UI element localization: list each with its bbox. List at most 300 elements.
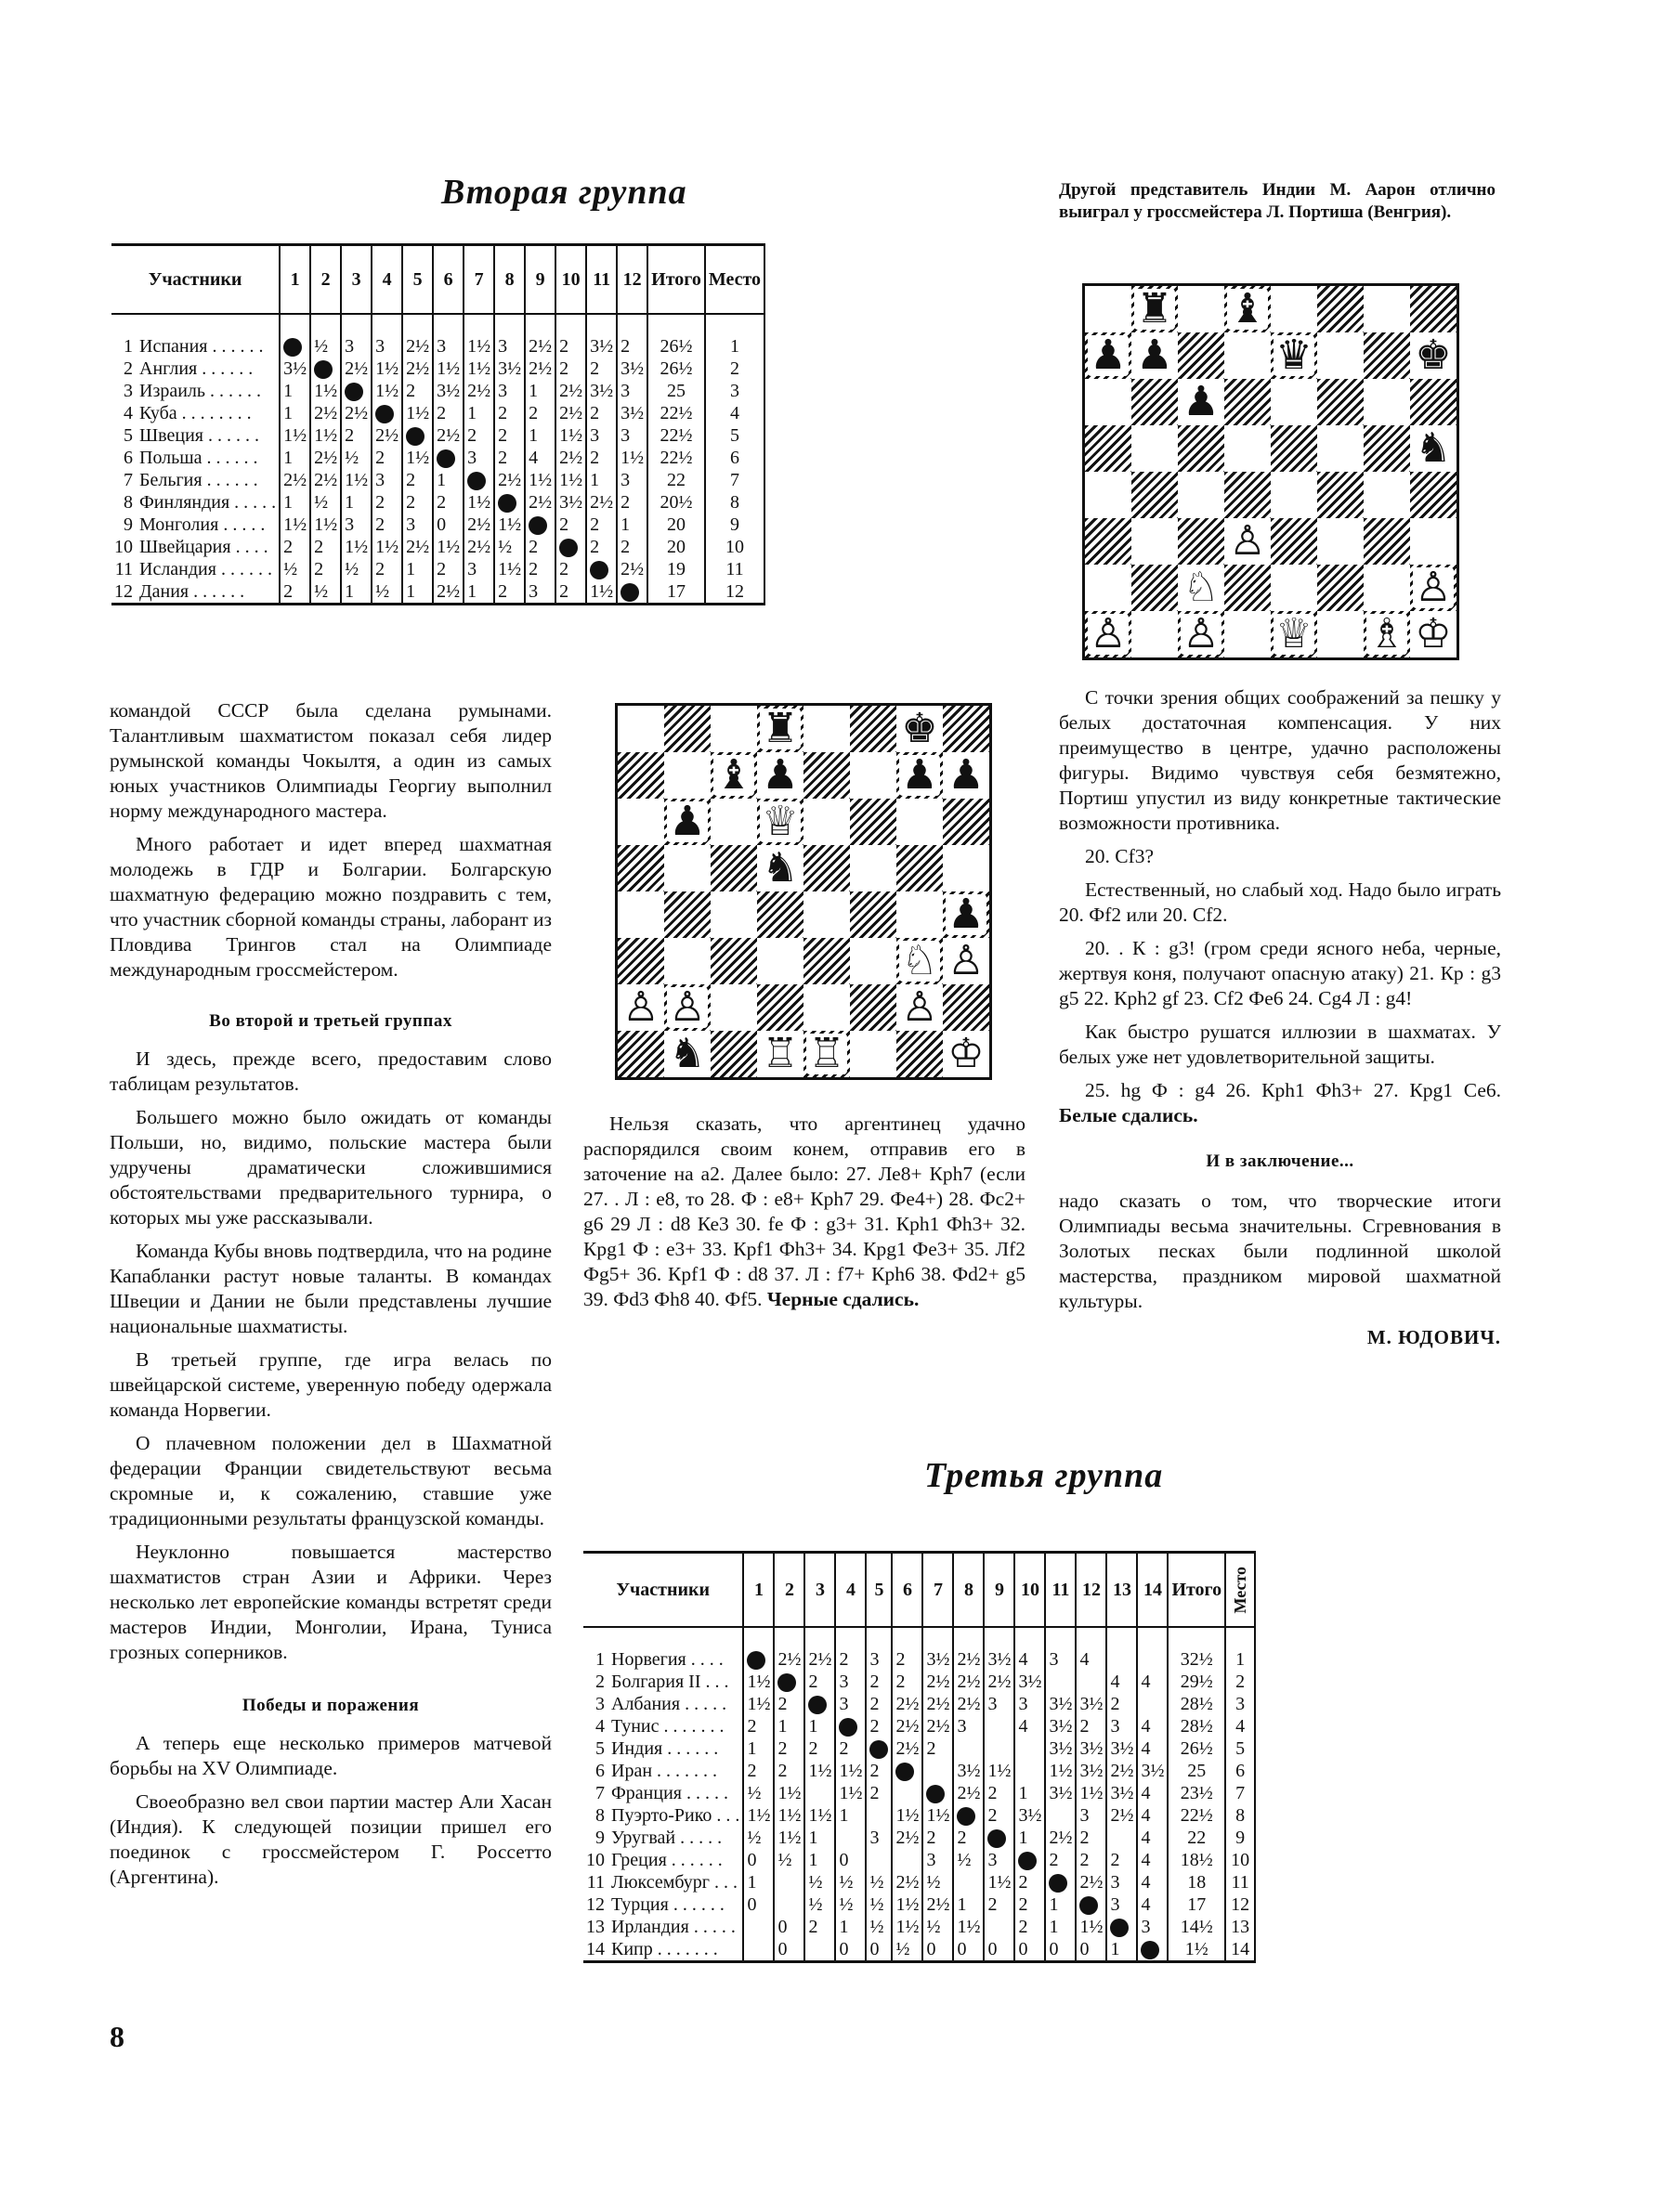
- total-score: 1½: [1168, 1938, 1225, 1962]
- board-square: [1085, 425, 1131, 472]
- score-cell: 3½: [953, 1760, 984, 1782]
- score-cell: ½: [804, 1893, 835, 1916]
- score-cell: 1: [1014, 1782, 1045, 1804]
- score-cell: [1106, 1827, 1137, 1849]
- score-cell: 1: [804, 1715, 835, 1737]
- board-square: [1085, 332, 1131, 379]
- score-cell: 2: [555, 580, 586, 605]
- score-cell: 2½: [310, 447, 341, 469]
- board-square: [1271, 379, 1317, 425]
- team-name: Уругвай . . . . .: [611, 1828, 723, 1848]
- board-square: [943, 706, 989, 752]
- column-header: 11: [586, 245, 617, 315]
- score-cell: 3: [1106, 1893, 1137, 1916]
- row-number: 3: [124, 381, 133, 401]
- score-cell: 1½: [310, 380, 341, 402]
- score-cell: ½: [743, 1827, 774, 1849]
- score-cell: 1: [280, 380, 310, 402]
- group2-title: Вторая группа: [441, 173, 687, 212]
- score-cell: 1½: [892, 1893, 922, 1916]
- score-cell: 2: [1045, 1849, 1076, 1871]
- score-cell: 1: [743, 1737, 774, 1760]
- column-header: 2: [310, 245, 341, 315]
- score-cell: 3: [464, 558, 494, 580]
- score-cell: 1½: [280, 424, 310, 447]
- score-cell: ½: [866, 1893, 892, 1916]
- dot-marker: [559, 539, 578, 557]
- page-number: 8: [110, 2020, 124, 2053]
- score-cell: [804, 1938, 835, 1962]
- chess-piece-icon: ♔: [1415, 611, 1452, 657]
- score-cell: 2: [1014, 1871, 1045, 1893]
- team-name: Куба . . . . . . . .: [139, 403, 252, 423]
- score-cell: 3: [922, 1849, 953, 1871]
- score-cell: 3½: [494, 358, 525, 380]
- score-cell: ½: [892, 1938, 922, 1962]
- place: 3: [705, 380, 764, 402]
- score-cell: 3½: [555, 491, 586, 514]
- score-cell: 1: [617, 514, 647, 536]
- board-square: [1085, 565, 1131, 611]
- score-cell: 2: [494, 424, 525, 447]
- board-square: [711, 752, 757, 799]
- board-square: [711, 1031, 757, 1077]
- chess-piece-icon: ♛: [1275, 332, 1313, 378]
- board-square: [896, 891, 943, 938]
- board-square: [896, 1031, 943, 1077]
- chess-piece-icon: ♙: [947, 938, 985, 983]
- score-cell: 1½: [617, 447, 647, 469]
- board-square: [1131, 472, 1178, 518]
- score-cell: 2½: [953, 1671, 984, 1693]
- chess-piece-icon: ♖: [762, 1031, 799, 1076]
- score-cell: 2½: [402, 358, 433, 380]
- score-cell: 2: [617, 335, 647, 358]
- column-header: 4: [372, 245, 402, 315]
- board-square: [803, 799, 850, 845]
- score-cell: [1014, 1737, 1045, 1760]
- dot-marker: [1141, 1941, 1159, 1959]
- chess-piece-icon: ♙: [1090, 611, 1127, 657]
- group3-results-table: [583, 1551, 1256, 1963]
- diagonal-dot: [280, 335, 310, 358]
- score-cell: 2: [433, 491, 464, 514]
- board-square: [1410, 286, 1457, 332]
- score-cell: 1½: [464, 335, 494, 358]
- board-square: [1317, 425, 1364, 472]
- score-cell: 2: [1106, 1693, 1137, 1715]
- score-cell: ½: [866, 1871, 892, 1893]
- chess-piece-icon: ♖: [808, 1031, 845, 1076]
- board-square: [711, 706, 757, 752]
- score-cell: 0: [922, 1938, 953, 1962]
- score-cell: 1½: [804, 1804, 835, 1827]
- score-cell: 2: [866, 1671, 892, 1693]
- place: 11: [1225, 1871, 1255, 1893]
- score-cell: 4: [1137, 1782, 1168, 1804]
- column-header: 1: [743, 1553, 774, 1628]
- place: 8: [1225, 1804, 1255, 1827]
- board-square: [1178, 472, 1224, 518]
- board-square: [618, 891, 664, 938]
- score-cell: ½: [341, 558, 372, 580]
- board-square: [896, 799, 943, 845]
- board-square: [850, 752, 896, 799]
- score-cell: 1: [280, 491, 310, 514]
- board-square: [1271, 286, 1317, 332]
- score-cell: 2½: [402, 335, 433, 358]
- place: 9: [1225, 1827, 1255, 1849]
- game-result: Черные сдались.: [766, 1288, 920, 1310]
- score-cell: 4: [1076, 1648, 1106, 1671]
- score-cell: 0: [984, 1938, 1014, 1962]
- score-cell: 1½: [1076, 1782, 1106, 1804]
- board-square: [803, 845, 850, 891]
- score-cell: 2: [280, 580, 310, 605]
- place: 6: [1225, 1760, 1255, 1782]
- score-cell: 2½: [555, 380, 586, 402]
- score-cell: 1½: [372, 380, 402, 402]
- score-cell: 2: [835, 1648, 866, 1671]
- row-number: 2: [595, 1672, 605, 1692]
- total-score: 17: [1168, 1893, 1225, 1916]
- score-cell: 0: [835, 1849, 866, 1871]
- table-row: [583, 1871, 1255, 1893]
- score-cell: 1½: [464, 491, 494, 514]
- board-square: [850, 1031, 896, 1077]
- board-square: [1410, 611, 1457, 657]
- board-square: [850, 845, 896, 891]
- dot-marker: [926, 1785, 945, 1803]
- chess-piece-icon: ♙: [622, 984, 660, 1030]
- score-cell: 4: [1137, 1804, 1168, 1827]
- score-cell: 3½: [1076, 1693, 1106, 1715]
- column-header: 3: [804, 1553, 835, 1628]
- board-square: [757, 752, 803, 799]
- score-cell: 3½: [1045, 1782, 1076, 1804]
- board-square: [757, 891, 803, 938]
- section-heading: Победы и поражения: [242, 1696, 420, 1715]
- score-cell: 3½: [586, 335, 617, 358]
- score-cell: 2½: [555, 402, 586, 424]
- score-cell: 2: [494, 402, 525, 424]
- score-cell: 3: [617, 469, 647, 491]
- dot-marker: [620, 583, 639, 602]
- total-score: 29½: [1168, 1671, 1225, 1693]
- board-square: [803, 706, 850, 752]
- board-square: [896, 706, 943, 752]
- diagonal-dot: [310, 358, 341, 380]
- row-number: 1: [124, 336, 133, 357]
- dot-marker: [314, 360, 333, 379]
- column-header: 9: [525, 245, 555, 315]
- board-square: [1317, 286, 1364, 332]
- paragraph: С точки зрения общих соображений за пешку у белых достаточная компенсация. У них преимущество в центре, удачно расположены фигуры. Видимо чувствуя себя безмятежно, Портиш упустил из виду конкретные тактические возможности противника.: [1059, 686, 1501, 834]
- score-cell: 2: [804, 1916, 835, 1938]
- score-cell: 1½: [1076, 1916, 1106, 1938]
- score-cell: [953, 1871, 984, 1893]
- score-cell: 3: [372, 469, 402, 491]
- chess-piece-icon: ♘: [1182, 565, 1220, 610]
- score-cell: 2: [402, 469, 433, 491]
- score-cell: 1: [1014, 1827, 1045, 1849]
- place: 9: [705, 514, 764, 536]
- score-cell: 3½: [617, 358, 647, 380]
- score-cell: [1106, 1648, 1137, 1671]
- score-cell: 2: [1076, 1715, 1106, 1737]
- score-cell: 2½: [433, 580, 464, 605]
- chess-piece-icon: ♚: [1415, 332, 1452, 378]
- score-cell: 2½: [617, 558, 647, 580]
- middle-column: [583, 1112, 1025, 1321]
- place: 2: [705, 358, 764, 380]
- board-square: [1224, 565, 1271, 611]
- score-cell: 2: [372, 514, 402, 536]
- place: 12: [705, 580, 764, 605]
- chess-piece-icon: ♙: [669, 984, 706, 1030]
- dot-marker: [747, 1651, 765, 1670]
- row-number: 3: [595, 1694, 605, 1714]
- score-cell: 3: [1137, 1916, 1168, 1938]
- score-cell: 2: [310, 558, 341, 580]
- total-score: 22½: [647, 402, 705, 424]
- board-square: [664, 799, 711, 845]
- score-cell: 2: [922, 1827, 953, 1849]
- score-cell: 2½: [922, 1693, 953, 1715]
- score-cell: 2: [774, 1737, 804, 1760]
- diagonal-dot: [372, 402, 402, 424]
- score-cell: 2: [804, 1671, 835, 1693]
- score-cell: ½: [953, 1849, 984, 1871]
- board-square: [711, 799, 757, 845]
- column-header: Итого: [647, 245, 705, 315]
- row-number: 10: [586, 1850, 605, 1870]
- score-cell: 1½: [494, 558, 525, 580]
- column-header: 14: [1137, 1553, 1168, 1628]
- board-square: [1178, 286, 1224, 332]
- board-square: [803, 984, 850, 1031]
- team-name: Финляндия . . . . .: [139, 492, 277, 513]
- total-score: 22½: [647, 447, 705, 469]
- place: 4: [1225, 1715, 1255, 1737]
- score-cell: 2½: [1076, 1871, 1106, 1893]
- score-cell: 1½: [372, 358, 402, 380]
- table-row: [111, 514, 764, 536]
- score-cell: 1: [433, 469, 464, 491]
- score-cell: 2½: [555, 447, 586, 469]
- score-cell: 0: [1045, 1938, 1076, 1962]
- score-cell: 2½: [525, 358, 555, 380]
- score-cell: 1: [804, 1849, 835, 1871]
- score-cell: 3½: [1014, 1804, 1045, 1827]
- score-cell: 1½: [835, 1782, 866, 1804]
- score-cell: 2½: [922, 1715, 953, 1737]
- score-cell: 4: [1106, 1671, 1137, 1693]
- team-name: Болгария II . . .: [611, 1672, 729, 1692]
- total-score: 22: [647, 469, 705, 491]
- score-cell: ½: [804, 1871, 835, 1893]
- diagonal-dot: [804, 1693, 835, 1715]
- score-cell: 2: [372, 558, 402, 580]
- team-name: Польша . . . . . .: [139, 448, 258, 468]
- column-header: Итого: [1168, 1553, 1225, 1628]
- paragraph: Много работает и идет вперед шахматная молодежь в ГДР и Болгарии. Болгарскую шахматную федерацию можно поздравить с тем, что участник сборной команды страны, лаборант из Пловдива Трингов стал на Олимпиаде международным гроссмейстером.: [110, 833, 552, 981]
- column-header: 9: [984, 1553, 1014, 1628]
- diagonal-dot: [555, 536, 586, 558]
- score-cell: [743, 1938, 774, 1962]
- table-row: [583, 1938, 1255, 1962]
- score-cell: 2: [525, 536, 555, 558]
- score-cell: 2½: [464, 514, 494, 536]
- score-cell: 3½: [280, 358, 310, 380]
- score-cell: 2½: [922, 1671, 953, 1693]
- board-square: [1364, 286, 1410, 332]
- score-cell: 1: [280, 447, 310, 469]
- total-score: 18: [1168, 1871, 1225, 1893]
- score-cell: 3: [372, 335, 402, 358]
- score-cell: [984, 1737, 1014, 1760]
- board-square: [757, 845, 803, 891]
- score-cell: 2½: [892, 1715, 922, 1737]
- board-square: [1317, 379, 1364, 425]
- board-square: [1085, 611, 1131, 657]
- score-cell: 1½: [774, 1782, 804, 1804]
- score-cell: 2½: [402, 536, 433, 558]
- score-cell: 2: [953, 1827, 984, 1849]
- score-cell: 1½: [984, 1760, 1014, 1782]
- left-column: [110, 698, 552, 1898]
- score-cell: 2: [494, 447, 525, 469]
- score-cell: 2½: [341, 402, 372, 424]
- board-square: [896, 845, 943, 891]
- author-signature: М. ЮДОВИЧ.: [1366, 1326, 1501, 1348]
- score-cell: ½: [310, 580, 341, 605]
- row-number: 12: [114, 581, 133, 602]
- board-square: [1364, 611, 1410, 657]
- dot-marker: [467, 472, 486, 490]
- total-score: 22½: [1168, 1804, 1225, 1827]
- board-square: [1271, 425, 1317, 472]
- column-header: 1: [280, 245, 310, 315]
- table-row: [583, 1760, 1255, 1782]
- team-name: Иран . . . . . . .: [611, 1761, 718, 1781]
- score-cell: 0: [743, 1893, 774, 1916]
- score-cell: [774, 1893, 804, 1916]
- diagonal-dot: [743, 1648, 774, 1671]
- score-cell: [984, 1916, 1014, 1938]
- table-row: [111, 402, 764, 424]
- score-cell: 3½: [1076, 1737, 1106, 1760]
- score-cell: 2: [280, 536, 310, 558]
- table-row: [583, 1782, 1255, 1804]
- board-square: [1317, 518, 1364, 565]
- diagonal-dot: [1014, 1849, 1045, 1871]
- place: 5: [705, 424, 764, 447]
- board-square: [1131, 286, 1178, 332]
- board-square: [1410, 425, 1457, 472]
- score-cell: 2½: [984, 1671, 1014, 1693]
- score-cell: 1: [464, 402, 494, 424]
- score-cell: 1: [743, 1871, 774, 1893]
- score-cell: 2: [586, 402, 617, 424]
- board-square: [1131, 379, 1178, 425]
- total-score: 22½: [647, 424, 705, 447]
- team-name: Испания . . . . . .: [139, 336, 264, 357]
- paragraph: Большего можно было ожидать от команды Польши, но, видимо, польские мастера были удручены драматически сложившимися обстоятельствами предварительного турнира, о которых мы уже рассказывали.: [110, 1106, 552, 1229]
- score-cell: 0: [835, 1938, 866, 1962]
- score-cell: 1½: [984, 1871, 1014, 1893]
- score-cell: 2: [372, 447, 402, 469]
- score-cell: 1½: [892, 1804, 922, 1827]
- score-cell: ½: [743, 1782, 774, 1804]
- score-cell: ½: [835, 1871, 866, 1893]
- paragraph: А теперь еще несколько примеров матчевой борьбы на XV Олимпиаде.: [110, 1732, 552, 1779]
- score-cell: 2: [774, 1693, 804, 1715]
- score-cell: [866, 1849, 892, 1871]
- dot-marker: [987, 1829, 1006, 1848]
- board-square: [757, 1031, 803, 1077]
- score-cell: 2½: [953, 1693, 984, 1715]
- column-header: 7: [464, 245, 494, 315]
- column-header: 12: [1076, 1553, 1106, 1628]
- score-cell: 2: [804, 1737, 835, 1760]
- column-header: 8: [494, 245, 525, 315]
- board-square: [1364, 379, 1410, 425]
- score-cell: 0: [1014, 1938, 1045, 1962]
- row-number: 14: [586, 1939, 605, 1959]
- board-square: [850, 799, 896, 845]
- board-square: [803, 891, 850, 938]
- diagonal-dot: [892, 1760, 922, 1782]
- score-cell: 1½: [433, 358, 464, 380]
- board-square: [664, 1031, 711, 1077]
- dot-marker: [283, 338, 302, 357]
- paragraph: Своеобразно вел свои партии мастер Али Хасан (Индия). К следующей позиции пришел его поединок с гроссмейстером Г. Россетто (Аргентина).: [110, 1790, 552, 1888]
- score-cell: 2: [866, 1760, 892, 1782]
- score-cell: ½: [372, 580, 402, 605]
- dot-marker: [1079, 1896, 1098, 1915]
- score-cell: 1: [525, 424, 555, 447]
- score-cell: [774, 1871, 804, 1893]
- score-cell: [804, 1782, 835, 1804]
- board-square: [1410, 332, 1457, 379]
- score-cell: 1½: [922, 1804, 953, 1827]
- board-square: [1317, 472, 1364, 518]
- score-cell: 4: [1137, 1737, 1168, 1760]
- team-name: Швейцария . . . .: [139, 537, 268, 557]
- board-square: [1317, 332, 1364, 379]
- score-cell: 4: [525, 447, 555, 469]
- row-number: 11: [586, 1872, 605, 1893]
- score-cell: 2: [555, 558, 586, 580]
- score-cell: 0: [433, 514, 464, 536]
- score-cell: 3½: [586, 380, 617, 402]
- total-score: 28½: [1168, 1693, 1225, 1715]
- board-square: [664, 891, 711, 938]
- diagonal-dot: [494, 491, 525, 514]
- board-square: [618, 938, 664, 984]
- place: 2: [1225, 1671, 1255, 1693]
- score-cell: 2: [1014, 1893, 1045, 1916]
- score-cell: 2: [586, 447, 617, 469]
- score-cell: 1½: [835, 1760, 866, 1782]
- table-row: [111, 580, 764, 605]
- table-row: [583, 1715, 1255, 1737]
- total-score: 26½: [647, 335, 705, 358]
- score-cell: 3: [464, 447, 494, 469]
- column-header: 5: [402, 245, 433, 315]
- board-square: [711, 891, 757, 938]
